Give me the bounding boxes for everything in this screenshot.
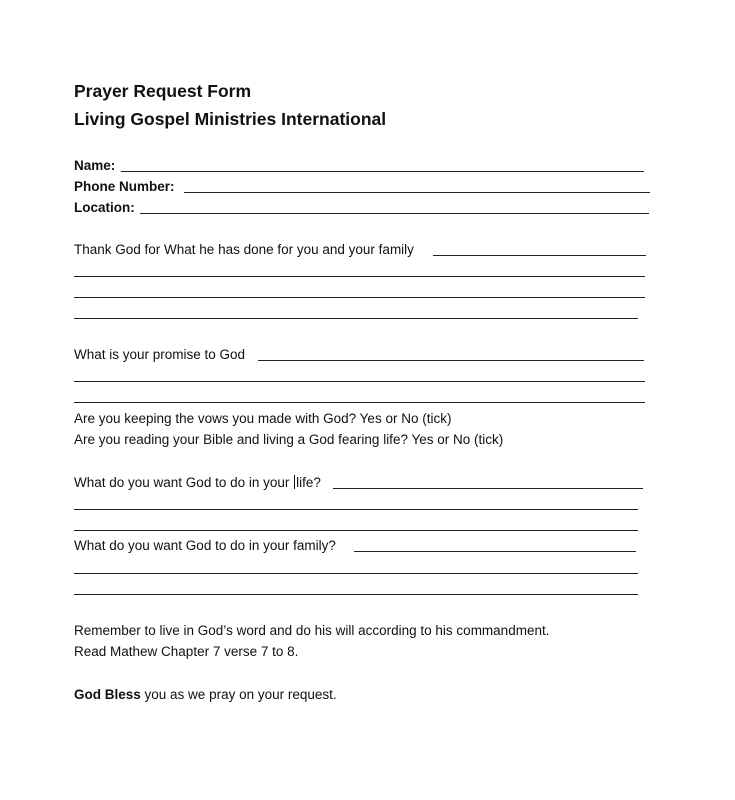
promise-line-2[interactable] (74, 381, 645, 382)
promise-line-3[interactable] (74, 402, 645, 403)
remember-text: Remember to live in God’s word and do his will according to his commandment. (74, 623, 550, 638)
name-field-line[interactable] (121, 171, 644, 172)
family-line-1[interactable] (354, 551, 636, 552)
thank-god-line-2[interactable] (74, 276, 645, 277)
thank-god-line-4[interactable] (74, 318, 638, 319)
life-question-end: life? (296, 475, 321, 490)
blessing-bold: God Bless (74, 687, 141, 702)
life-line-1[interactable] (333, 488, 643, 489)
organization-name: Living Gospel Ministries International (74, 109, 387, 129)
thank-god-line-3[interactable] (74, 297, 645, 298)
blessing-text (74, 687, 337, 703)
name-label: Name: (74, 158, 116, 173)
thank-god-line-1[interactable] (433, 255, 646, 256)
form-title: Prayer Request Form (74, 81, 252, 101)
life-line-2[interactable] (74, 509, 638, 510)
family-question: What do you want God to do in your family? (74, 538, 336, 553)
family-line-2[interactable] (74, 573, 638, 574)
scripture-reference: Read Mathew Chapter 7 verse 7 to 8. (74, 644, 299, 659)
life-question (74, 475, 321, 491)
blessing-rest: you as we pray on your request. (140, 687, 337, 702)
phone-field-line[interactable] (184, 192, 650, 193)
thank-god-question: Thank God for What he has done for you and your family (74, 242, 414, 257)
phone-label: Phone Number: (74, 179, 175, 194)
vows-question: Are you keeping the vows you made with God? Yes or No (tick) (74, 411, 452, 426)
family-line-3[interactable] (74, 594, 638, 595)
location-field-line[interactable] (140, 213, 649, 214)
life-question-start: What do you want God to do in your (74, 475, 294, 490)
bible-question: Are you reading your Bible and living a God fearing life? Yes or No (tick) (74, 432, 504, 447)
location-label: Location: (74, 200, 135, 215)
life-line-3[interactable] (74, 530, 638, 531)
promise-question: What is your promise to God (74, 347, 246, 362)
promise-line-1[interactable] (258, 360, 644, 361)
text-cursor (294, 475, 295, 489)
